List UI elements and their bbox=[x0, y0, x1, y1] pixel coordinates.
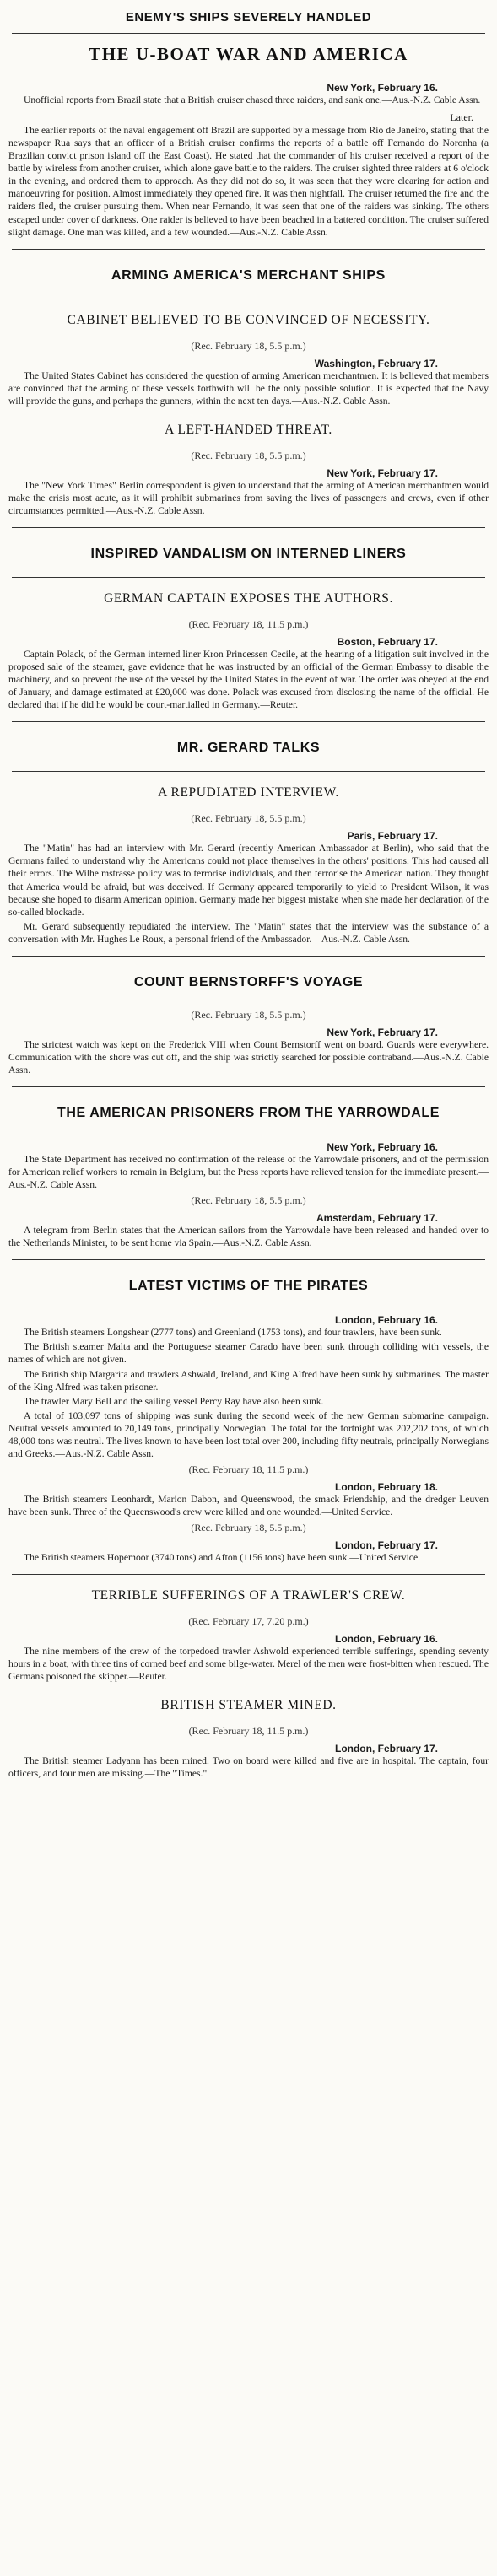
paragraph: The British steamer Ladyann has been mined. Two on board were killed and five are in hospital. The captain, four officers, and four men are missing.—The "Times." bbox=[8, 1755, 489, 1780]
dateline: Washington, February 17. bbox=[314, 357, 438, 369]
dateline: Paris, February 17. bbox=[347, 830, 438, 843]
paragraph: The British steamers Longshear (2777 tons) and Greenland (1753 tons), and four trawlers, have been sunk. bbox=[24, 1327, 442, 1339]
section-title-mr-gerard-talks: MR. GERARD TALKS bbox=[176, 741, 321, 756]
paragraph: Unofficial reports from Brazil state that a British cruiser chased three raiders, and sank one.—Aus.-N.Z. Cable Assn. bbox=[24, 94, 481, 105]
paragraph: The British ship Margarita and trawlers Ashwald, Ireland, and King Alfred have been sunk by submarines. The master of the King Alfred was taken prisoner. bbox=[8, 1368, 489, 1393]
received-time: (Rec. February 18, 5.5 p.m.) bbox=[191, 339, 306, 352]
paragraph: The nine members of the crew of the torpedoed trawler Ashwold experienced terrible sufferings, spending seventy hours in a boat, with three tins of corned beef and some bilge-water. Merel of the men were frost-bitten when rescued. The Germans poisoned the skipper.—Reuter. bbox=[8, 1646, 489, 1683]
dateline: London, February 17. bbox=[334, 1743, 438, 1755]
dateline: New York, February 16. bbox=[327, 1141, 438, 1153]
received-time: (Rec. February 18, 11.5 p.m.) bbox=[188, 1725, 309, 1738]
paragraph: Mr. Gerard subsequently repudiated the interview. The "Matin" states that the interview was the substance of a conversation with Mr. Hughes Le Roux, a personal friend of the Ambassador.—Aus.-N.Z. Cable Assn. bbox=[8, 920, 489, 945]
received-time: (Rec. February 17, 7.20 p.m.) bbox=[188, 1615, 309, 1628]
paragraph: The "New York Times" Berlin correspondent is given to understand that the arming of American merchantmen would make the crisis most acute, as it will prohibit submarines from saving the lives of passengers and crews, even if other circumstances permitted.—Aus.-N.Z. Cable Assn. bbox=[8, 479, 489, 516]
dateline: New York, February 16. bbox=[327, 82, 438, 94]
received-time: (Rec. February 18, 11.5 p.m.) bbox=[188, 1463, 309, 1475]
received-time: (Rec. February 18, 5.5 p.m.) bbox=[191, 1194, 306, 1207]
section-title-bernstorff-voyage: COUNT BERNSTORFF'S VOYAGE bbox=[133, 974, 364, 989]
subheading-trawler-crew: TERRIBLE SUFFERINGS OF A TRAWLER'S CREW. bbox=[91, 1588, 406, 1603]
received-time: (Rec. February 18, 5.5 p.m.) bbox=[191, 1008, 306, 1021]
subheading-repudiated-interview: A REPUDIATED INTERVIEW. bbox=[158, 785, 339, 800]
received-time: (Rec. February 18, 5.5 p.m.) bbox=[191, 1522, 306, 1534]
dateline: London, February 18. bbox=[334, 1480, 438, 1493]
paragraph: The earlier reports of the naval engagement off Brazil are supported by a message from Rio de Janeiro, stating that the newspaper Rua says that an officer of a British cruiser confirms the reports of a battle off Fernando do Noronha (a Brazilian convict prison island off the East Coast). He stated that the commander of his cruiser received a report of the battle by wireless from another cruiser, which alone gave battle to the raiders. The cruiser sighted three raiders at 6 o'clock in the evening, and ordered them to approach. As they did not do so, it was seen that they were clearing for action and manoeuvring for position. Almost immediately they opened fire. It was then nightfall. The cruiser returned the fire and the raiders fled, the cruiser pursuing them. When near Fernando, it was seen that one of the raiders was sinking. The others escaped under cover of darkness. One raider is believed to have been beached in a battered condition. The cruiser suffered slight damage. One man was killed, and a few wounded.—Aus.-N.Z. Cable Assn. bbox=[8, 125, 489, 238]
paragraph: A telegram from Berlin states that the American sailors from the Yarrowdale have been released and handed over to the Netherlands Minister, to be sent home via Spain.—Aus.-N.Z. Cable Assn. bbox=[8, 1225, 489, 1249]
dateline: New York, February 17. bbox=[327, 466, 438, 479]
received-time: (Rec. February 18, 11.5 p.m.) bbox=[188, 618, 309, 630]
paragraph: A total of 103,097 tons of shipping was sunk during the second week of the new German submarine campaign. Neutral vessels amounted to 20,149 tons, principally Norwegian. The total for the fortnight was 202,202 tons, of which 48,000 tons was neutral. The lives known to have been lost total over 200, including fifty neutrals, principally Norwegians and Greeks.—Aus.-N.Z. Cable Assn. bbox=[8, 1409, 489, 1459]
paragraph: The British steamers Hopemoor (3740 tons) and Afton (1156 tons) have been sunk.—United Service. bbox=[24, 1552, 420, 1564]
dateline: Boston, February 17. bbox=[337, 636, 438, 648]
section-title-yarrowdale-prisoners: THE AMERICAN PRISONERS FROM THE YARROWDALE bbox=[57, 1106, 440, 1120]
section-title-arming-merchant-ships: ARMING AMERICA'S MERCHANT SHIPS bbox=[111, 267, 386, 283]
paragraph: Captain Polack, of the German interned liner Kron Princessen Cecile, at the hearing of a litigation suit involved in the proposed sale of the steamer, gave evidence that he was instructed by an official of the German Embassy to disable the machinery, and so prevent the use of the vessel by the United States in the event of war. The order was obeyed at the end of January, and damage estimated at £20,000 was done. Polack was excused from disclosing the name of the official. He declared that if he did he would be court-martialled in Germany.—Reuter. bbox=[8, 649, 489, 711]
paragraph: The British steamers Leonhardt, Marion Dabon, and Queenswood, the smack Friendship, and the dredger Leuven have been sunk. Three of the Queenswood's crew were killed and one wounded.—United Service. bbox=[8, 1493, 489, 1517]
received-time: (Rec. February 18, 5.5 p.m.) bbox=[191, 812, 306, 825]
paragraph: The trawler Mary Bell and the sailing vessel Percy Ray have also been sunk. bbox=[24, 1395, 324, 1407]
section-title-inspired-vandalism: INSPIRED VANDALISM ON INTERNED LINERS bbox=[90, 547, 407, 561]
section-title-latest-victims: LATEST VICTIMS OF THE PIRATES bbox=[128, 1279, 369, 1294]
dateline: London, February 17. bbox=[334, 1539, 438, 1552]
subheading-german-captain: GERMAN CAPTAIN EXPOSES THE AUTHORS. bbox=[104, 591, 393, 606]
paragraph: The strictest watch was kept on the Frederick VIII when Count Bernstorff went on board. Guards were everywhere. Communication with the shore was cut off, and the ship was strictly searched for possible contraband.—Aus.-N.Z. Cable Assn. bbox=[8, 1038, 489, 1075]
subheading-steamer-mined: BRITISH STEAMER MINED. bbox=[160, 1698, 337, 1713]
dateline: London, February 16. bbox=[334, 1633, 438, 1646]
dateline: Later. bbox=[450, 111, 473, 124]
dateline: Amsterdam, February 17. bbox=[316, 1212, 438, 1225]
received-time: (Rec. February 18, 5.5 p.m.) bbox=[191, 449, 306, 461]
section-title-uboat-war: THE U-BOAT WAR AND AMERICA bbox=[89, 44, 408, 64]
dateline: New York, February 17. bbox=[327, 1026, 438, 1038]
paragraph: The United States Cabinet has considered the question of arming American merchantmen. It is believed that members are convinced that the arming of these vessels forthwith will be the only possible solution. It is expected that the Navy will provide the guns, and perhaps the gunners, within the next ten days.—Aus.-N.Z. Cable Assn. bbox=[8, 369, 489, 407]
paragraph: The State Department has received no confirmation of the release of the Yarrowdale prisoners, and of the permission for American relief workers to remain in Belgium, but the Press reports have relieved tension for the immediate present.—Aus.-N.Z. Cable Assn. bbox=[8, 1154, 489, 1191]
paragraph: The "Matin" has had an interview with Mr. Gerard (recently American Ambassador at Berlin), who said that the Germans failed to understand why the Americans could not place themselves in the others' positions. This had caused all their errors. The Wilhelmstrasse policy was to terrorise individuals, and then terrorise the American nation. They thought that America would be afraid, but was deceived. If Germany appeared temporarily to yield to President Wilson, it was because she hoped to disarm American opinion. Germany made her biggest mistake when she made her declaration of the so-called blockade. bbox=[8, 843, 489, 918]
subheading-cabinet: CABINET BELIEVED TO BE CONVINCED OF NECESSITY. bbox=[67, 312, 430, 327]
paragraph: The British steamer Malta and the Portuguese steamer Carado have been sunk through colliding with vessels, the names of which are not given. bbox=[8, 1341, 489, 1366]
top-heading: ENEMY'S SHIPS SEVERELY HANDLED bbox=[125, 10, 372, 24]
dateline: London, February 16. bbox=[334, 1314, 438, 1327]
subheading-left-handed-threat: A LEFT-HANDED THREAT. bbox=[165, 422, 332, 437]
